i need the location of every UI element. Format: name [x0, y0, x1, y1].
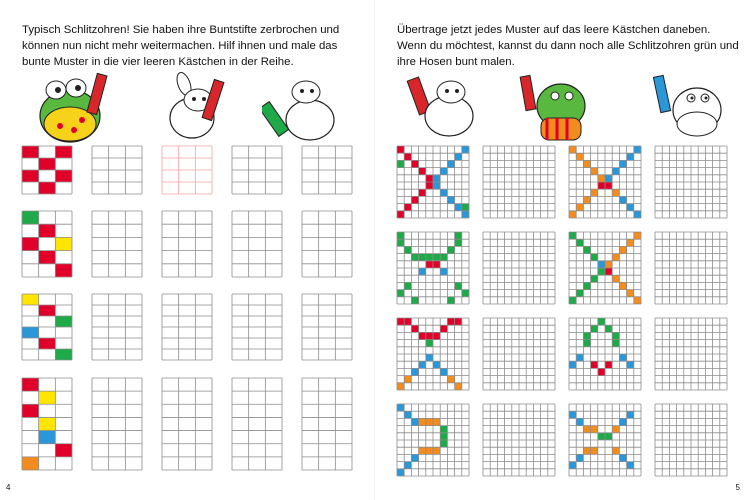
- colored-cell: [576, 204, 583, 211]
- empty-grid[interactable]: [655, 146, 727, 218]
- colored-cell: [440, 368, 447, 375]
- empty-grid[interactable]: [302, 146, 352, 194]
- colored-cell: [447, 246, 454, 253]
- empty-grid[interactable]: [655, 318, 727, 390]
- colored-cell: [404, 282, 411, 289]
- colored-cell: [605, 325, 612, 332]
- colored-cell: [55, 146, 72, 158]
- instruction-left: Typisch Schlitzohren! Sie haben ihre Buntstifte zerbrochen und können nun nicht mehr weitermachen. Hilf ihnen und male das bunte Muster in die vier leeren Kästchen in der Reihe.: [22, 24, 340, 68]
- empty-grid[interactable]: [483, 318, 555, 390]
- colored-cell: [455, 383, 462, 390]
- colored-cell: [598, 433, 605, 440]
- colored-cell: [612, 447, 619, 454]
- page-number-left: 4: [6, 483, 11, 492]
- colored-cell: [419, 361, 426, 368]
- colored-cell: [627, 361, 634, 368]
- colored-cell: [419, 254, 426, 261]
- colored-cell: [426, 261, 433, 268]
- colored-cell: [583, 282, 590, 289]
- colored-cell: [440, 426, 447, 433]
- colored-cell: [39, 417, 56, 430]
- colored-cell: [583, 426, 590, 433]
- colored-cell: [598, 261, 605, 268]
- colored-cell: [591, 361, 598, 368]
- pattern-grid: [22, 211, 72, 277]
- colored-cell: [433, 182, 440, 189]
- colored-cell: [627, 462, 634, 469]
- colored-cell: [576, 153, 583, 160]
- colored-cell: [433, 261, 440, 268]
- empty-grid[interactable]: [302, 378, 352, 470]
- colored-cell: [39, 391, 56, 404]
- colored-cell: [576, 454, 583, 461]
- colored-cell: [440, 325, 447, 332]
- colored-cell: [569, 361, 576, 368]
- colored-cell: [627, 204, 634, 211]
- colored-cell: [440, 168, 447, 175]
- colored-cell: [397, 146, 404, 153]
- colored-cell: [447, 318, 454, 325]
- pattern-grid: [397, 404, 469, 476]
- colored-cell: [462, 204, 469, 211]
- colored-cell: [598, 318, 605, 325]
- colored-cell: [612, 254, 619, 261]
- colored-cell: [576, 354, 583, 361]
- empty-grid[interactable]: [302, 211, 352, 277]
- colored-cell: [426, 447, 433, 454]
- colored-cell: [576, 290, 583, 297]
- colored-cell: [598, 368, 605, 375]
- colored-cell: [404, 153, 411, 160]
- frog-mascot-icon: [517, 72, 597, 148]
- colored-cell: [455, 232, 462, 239]
- colored-cell: [55, 264, 72, 277]
- colored-cell: [404, 318, 411, 325]
- colored-cell: [433, 447, 440, 454]
- colored-cell: [404, 376, 411, 383]
- colored-cell: [22, 146, 39, 158]
- colored-cell: [462, 211, 469, 218]
- colored-cell: [433, 254, 440, 261]
- empty-grid[interactable]: [655, 232, 727, 304]
- empty-grid[interactable]: [162, 146, 212, 194]
- colored-cell: [426, 354, 433, 361]
- colored-cell: [583, 160, 590, 167]
- colored-cell: [447, 376, 454, 383]
- bunny-mascot-icon: [405, 72, 483, 146]
- colored-cell: [433, 418, 440, 425]
- empty-grid[interactable]: [162, 378, 212, 470]
- colored-cell: [39, 305, 56, 316]
- pattern-grid: [569, 232, 641, 304]
- colored-cell: [612, 332, 619, 339]
- colored-cell: [433, 175, 440, 182]
- colored-cell: [591, 189, 598, 196]
- colored-cell: [440, 268, 447, 275]
- colored-cell: [598, 175, 605, 182]
- colored-cell: [583, 246, 590, 253]
- colored-cell: [605, 433, 612, 440]
- empty-grid[interactable]: [162, 294, 212, 360]
- colored-cell: [583, 447, 590, 454]
- colored-cell: [411, 254, 418, 261]
- colored-cell: [619, 354, 626, 361]
- colored-cell: [397, 239, 404, 246]
- colored-cell: [55, 349, 72, 360]
- colored-cell: [404, 204, 411, 211]
- colored-cell: [397, 383, 404, 390]
- colored-cell: [55, 170, 72, 182]
- colored-cell: [612, 426, 619, 433]
- empty-grid[interactable]: [655, 404, 727, 476]
- colored-cell: [605, 261, 612, 268]
- colored-cell: [569, 297, 576, 304]
- colored-cell: [397, 160, 404, 167]
- colored-cell: [55, 316, 72, 327]
- colored-cell: [576, 418, 583, 425]
- colored-cell: [411, 454, 418, 461]
- colored-cell: [39, 431, 56, 444]
- colored-cell: [419, 189, 426, 196]
- colored-cell: [598, 268, 605, 275]
- colored-cell: [22, 294, 39, 305]
- colored-cell: [404, 462, 411, 469]
- colored-cell: [411, 325, 418, 332]
- colored-cell: [39, 182, 56, 194]
- colored-cell: [440, 433, 447, 440]
- colored-cell: [605, 182, 612, 189]
- bunny-mascot-icon: [158, 70, 234, 150]
- colored-cell: [411, 196, 418, 203]
- colored-cell: [426, 175, 433, 182]
- colored-cell: [634, 297, 641, 304]
- colored-cell: [447, 160, 454, 167]
- colored-cell: [39, 224, 56, 237]
- colored-cell: [583, 340, 590, 347]
- colored-cell: [605, 268, 612, 275]
- colored-cell: [591, 275, 598, 282]
- pattern-grid: [397, 318, 469, 390]
- colored-cell: [39, 251, 56, 264]
- colored-cell: [455, 204, 462, 211]
- colored-cell: [39, 338, 56, 349]
- colored-cell: [619, 196, 626, 203]
- colored-cell: [433, 332, 440, 339]
- pattern-grid: [569, 146, 641, 218]
- colored-cell: [440, 189, 447, 196]
- colored-cell: [419, 332, 426, 339]
- frog-mascot-icon: [22, 68, 122, 146]
- colored-cell: [627, 411, 634, 418]
- instruction-right: Übertrage jetzt jedes Muster auf das leere Kästchen daneben. Wenn du möchtest, kannst du dann noch alle Schlitzohren grün und ihre Hosen bunt malen.: [397, 24, 739, 68]
- empty-grid[interactable]: [92, 146, 142, 194]
- colored-cell: [634, 211, 641, 218]
- colored-cell: [462, 290, 469, 297]
- empty-grid[interactable]: [302, 294, 352, 360]
- colored-cell: [569, 232, 576, 239]
- empty-grid[interactable]: [232, 378, 282, 470]
- empty-grid[interactable]: [162, 211, 212, 277]
- pattern-grid: [397, 146, 469, 218]
- colored-cell: [619, 454, 626, 461]
- colored-cell: [426, 340, 433, 347]
- colored-cell: [22, 378, 39, 391]
- empty-grid[interactable]: [232, 294, 282, 360]
- colored-cell: [619, 282, 626, 289]
- colored-cell: [419, 447, 426, 454]
- colored-cell: [619, 160, 626, 167]
- colored-cell: [440, 254, 447, 261]
- empty-grid[interactable]: [483, 146, 555, 218]
- colored-cell: [404, 411, 411, 418]
- colored-cell: [411, 160, 418, 167]
- colored-cell: [419, 418, 426, 425]
- colored-cell: [426, 182, 433, 189]
- colored-cell: [411, 297, 418, 304]
- colored-cell: [634, 146, 641, 153]
- empty-grid[interactable]: [232, 146, 282, 194]
- colored-cell: [22, 211, 39, 224]
- colored-cell: [447, 196, 454, 203]
- colored-cell: [22, 170, 39, 182]
- colored-cell: [612, 275, 619, 282]
- empty-grid[interactable]: [483, 232, 555, 304]
- colored-cell: [455, 239, 462, 246]
- colored-cell: [411, 418, 418, 425]
- colored-cell: [627, 153, 634, 160]
- colored-cell: [576, 239, 583, 246]
- colored-cell: [462, 146, 469, 153]
- pattern-grid: [397, 232, 469, 304]
- colored-cell: [419, 168, 426, 175]
- empty-grid[interactable]: [483, 404, 555, 476]
- frog-mascot-icon: [653, 72, 733, 146]
- colored-cell: [627, 290, 634, 297]
- colored-cell: [440, 440, 447, 447]
- colored-cell: [397, 404, 404, 411]
- colored-cell: [397, 290, 404, 297]
- colored-cell: [426, 332, 433, 339]
- colored-cell: [591, 254, 598, 261]
- colored-cell: [22, 327, 39, 338]
- colored-cell: [411, 368, 418, 375]
- colored-cell: [612, 189, 619, 196]
- colored-cell: [22, 404, 39, 417]
- colored-cell: [569, 411, 576, 418]
- colored-cell: [605, 175, 612, 182]
- pattern-grid: [22, 294, 72, 360]
- colored-cell: [569, 462, 576, 469]
- colored-cell: [397, 318, 404, 325]
- colored-cell: [455, 318, 462, 325]
- colored-cell: [55, 444, 72, 457]
- colored-cell: [569, 211, 576, 218]
- colored-cell: [583, 196, 590, 203]
- colored-cell: [455, 282, 462, 289]
- colored-cell: [397, 469, 404, 476]
- colored-cell: [569, 146, 576, 153]
- pattern-grid: [22, 146, 72, 194]
- colored-cell: [433, 361, 440, 368]
- colored-cell: [404, 246, 411, 253]
- colored-cell: [591, 426, 598, 433]
- colored-cell: [397, 232, 404, 239]
- colored-cell: [634, 232, 641, 239]
- right-page: [375, 0, 750, 500]
- empty-grid[interactable]: [232, 211, 282, 277]
- colored-cell: [419, 268, 426, 275]
- colored-cell: [598, 182, 605, 189]
- colored-cell: [426, 418, 433, 425]
- colored-cell: [455, 153, 462, 160]
- colored-cell: [583, 332, 590, 339]
- empty-grid[interactable]: [92, 378, 142, 470]
- colored-cell: [619, 246, 626, 253]
- colored-cell: [591, 447, 598, 454]
- colored-cell: [605, 361, 612, 368]
- colored-cell: [591, 325, 598, 332]
- colored-cell: [447, 297, 454, 304]
- pattern-grid: [569, 404, 641, 476]
- colored-cell: [612, 340, 619, 347]
- colored-cell: [591, 168, 598, 175]
- colored-cell: [619, 418, 626, 425]
- colored-cell: [22, 457, 39, 470]
- empty-grid[interactable]: [92, 211, 142, 277]
- colored-cell: [627, 239, 634, 246]
- colored-cell: [397, 211, 404, 218]
- colored-cell: [22, 237, 39, 250]
- page-number-right: 5: [735, 483, 740, 492]
- pattern-grid: [569, 318, 641, 390]
- bunny-mascot-icon: [262, 72, 348, 150]
- pattern-grid: [22, 378, 72, 470]
- colored-cell: [426, 254, 433, 261]
- colored-cell: [55, 237, 72, 250]
- colored-cell: [39, 158, 56, 170]
- colored-cell: [612, 168, 619, 175]
- empty-grid[interactable]: [92, 294, 142, 360]
